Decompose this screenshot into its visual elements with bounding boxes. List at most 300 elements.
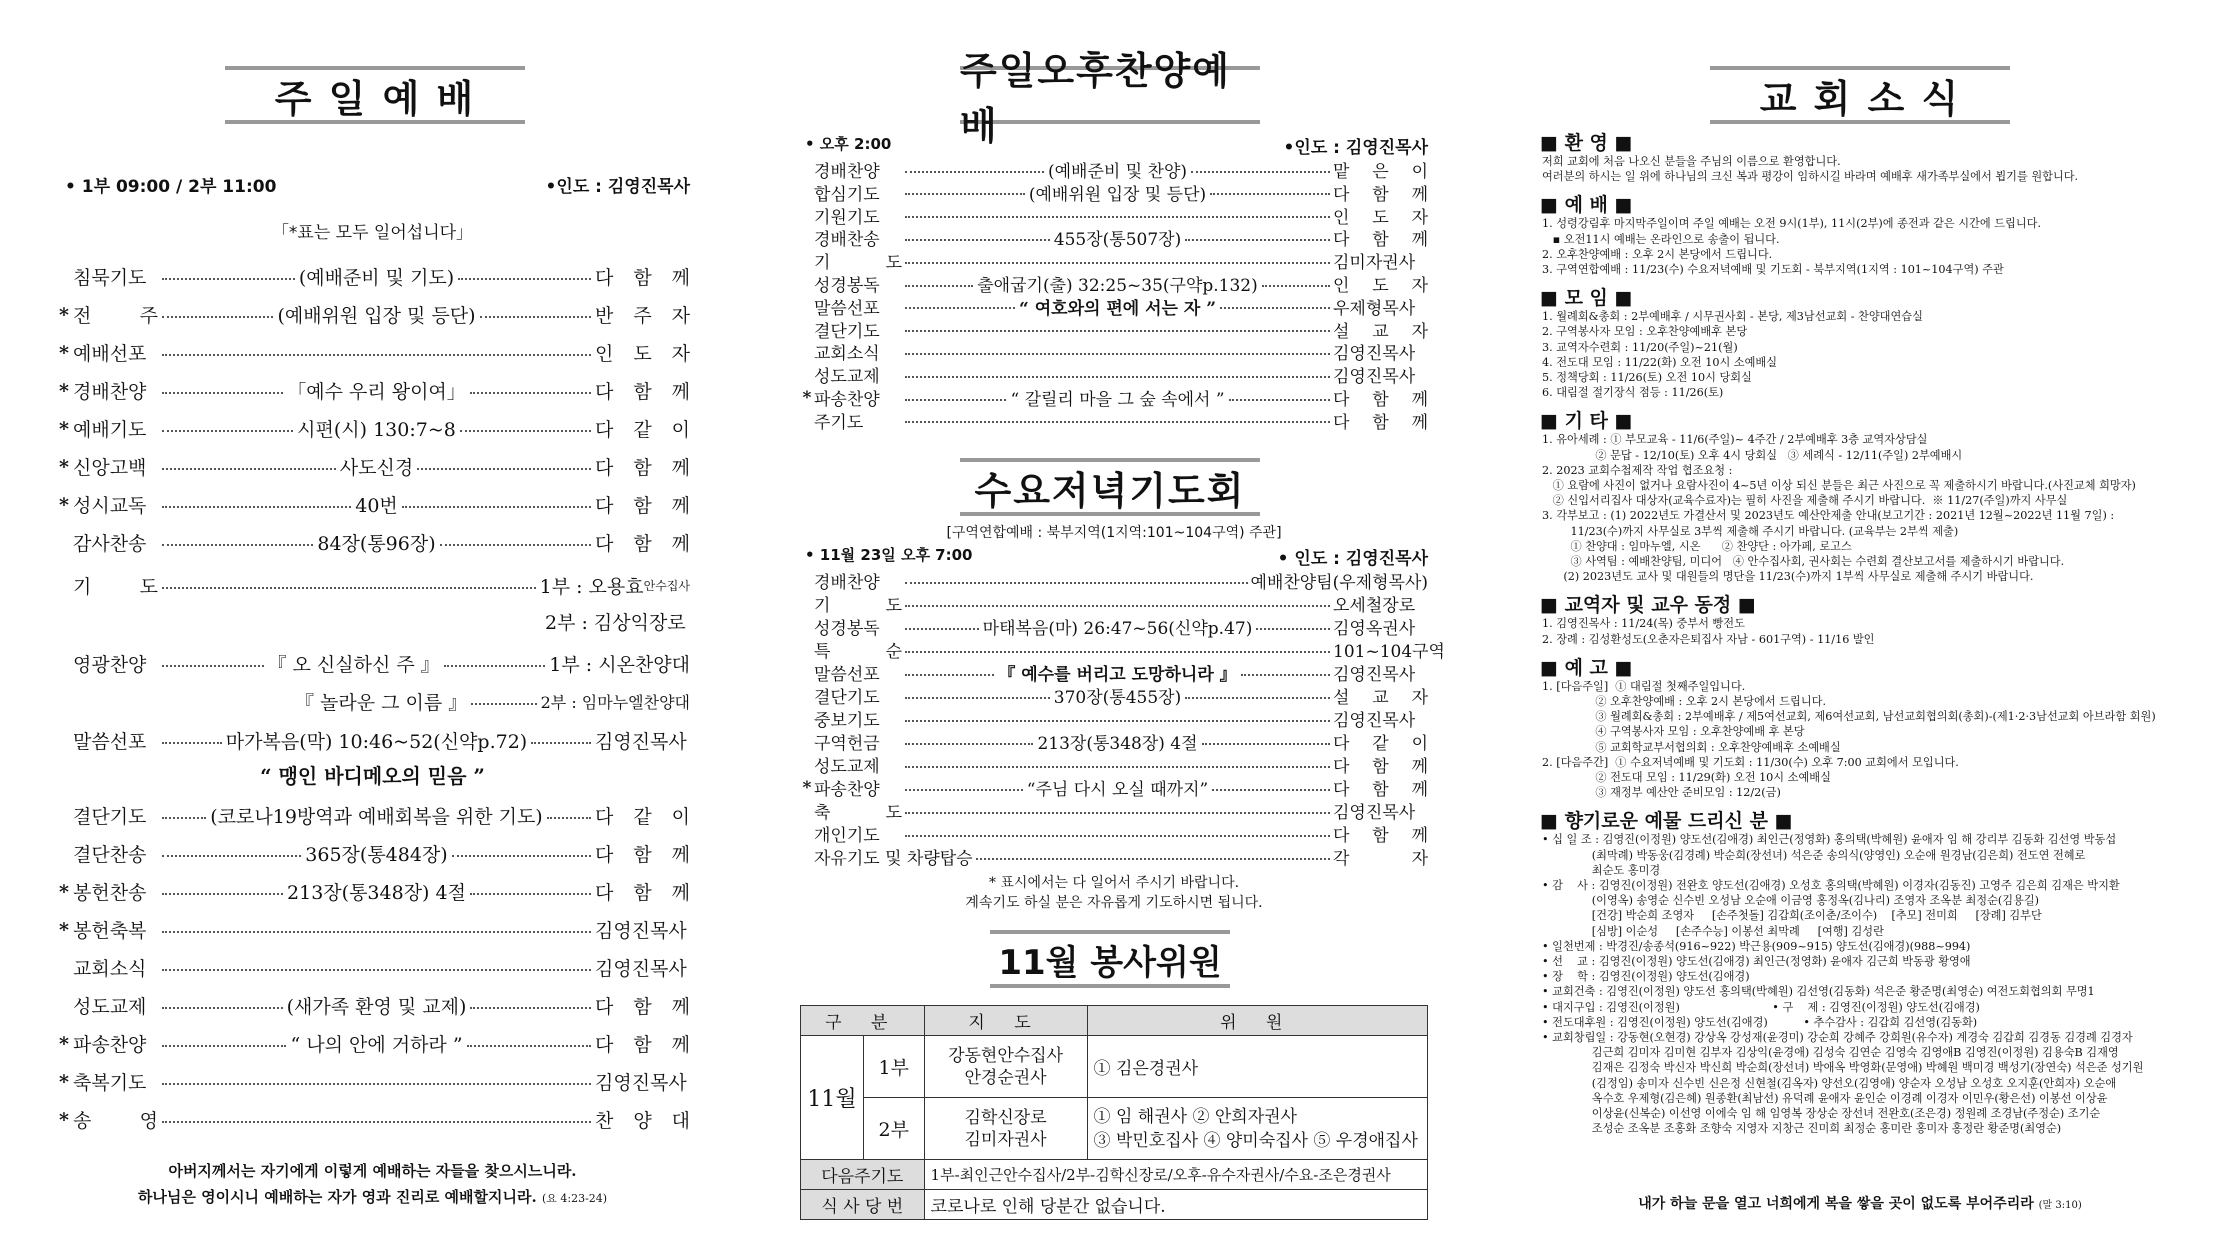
dot-leader — [905, 764, 1330, 766]
order-person: 김영진목사 — [1333, 803, 1416, 823]
order-label: 파송찬양 — [814, 780, 880, 800]
order-label: 축 도 — [814, 803, 902, 823]
news-line: [건강] 박순희 조영자 [손주첫돌] 김갑희(조이춘/조이수) [추모] 전미희 [장례] 김부단 — [1542, 909, 2042, 923]
afternoon-worship-title: 주일오후찬양예배 — [960, 66, 1260, 124]
news-section-heading: ■ 예 고 ■ — [1540, 656, 1633, 679]
news-line: ⑤ 교회학교부서협의회 : 오후찬양예배후 소예배실 — [1542, 740, 1841, 754]
news-section-heading: ■ 교역자 및 교우 동정 ■ — [1540, 594, 1756, 617]
news-line: (최막례) 박동웅(김경례) 박순희(장선녀) 석은준 송의식(양영인) 오순애 원경남(김은희) 전도연 전혜로 — [1542, 848, 2086, 862]
news-line: (김정임) 송미자 신수빈 신은정 신현철(김옥자) 양선오(김영애) 양순자 오성남 오성호 오지훈(안희자) 오순애 — [1542, 1076, 2117, 1090]
order-content: “ 갈릴리 마을 그 숲 속에서 ” — [1010, 390, 1225, 410]
news-line: ② 오후찬양예배 : 오후 2시 본당에서 드립니다. — [1542, 695, 1827, 708]
order-person: 다 함 께 — [595, 495, 690, 517]
dot-leader — [162, 529, 591, 556]
order-row — [800, 362, 1428, 387]
order-content: “ 나의 안에 거하라 ” — [290, 1034, 463, 1056]
news-line: ① 요람에 사진이 없거나 요람사진이 4~5년 이상 되신 분들은 최근 사진으로 꼭 제출하시기 바랍니다.(사진교체 희망자) — [1542, 479, 2136, 492]
order-label: 중보기도 — [814, 711, 880, 731]
order-person: 다 함 께 — [1333, 826, 1428, 846]
news-line: ③ 재정부 예산안 준비모임 : 12/2(금) — [1542, 786, 1781, 800]
dot-leader — [905, 351, 1330, 353]
dot-leader — [162, 802, 591, 829]
member-line: ① 임 해권사 ② 안희자권사 — [1093, 1106, 1297, 1127]
order-person: 예배찬양팀(우제형목사) — [1250, 573, 1428, 593]
order-label: 전 주 — [73, 305, 158, 327]
dot-leader — [162, 301, 591, 328]
news-line: 2. 구역봉사자 모임 : 오후찬양예배후 본당 — [1542, 325, 1748, 339]
order-label: 송 영 — [73, 1110, 158, 1132]
afternoon-worship-column — [800, 0, 1445, 1240]
order-row — [55, 992, 690, 1019]
news-line: 2. [다음주간] ① 수요저녁예배 및 기도회 : 11/30(수) 오후 7:00 교회에서 모입니다. — [1542, 755, 1959, 769]
order-row — [800, 203, 1428, 228]
choir-song-2: 『 놀라운 그 이름 』 — [295, 692, 468, 714]
choir-song-1: 『 오 신실하신 주 』 — [267, 654, 440, 676]
order-row — [55, 301, 690, 328]
order-label: 말씀선포 — [814, 665, 880, 685]
order-label: 성시교독 — [73, 495, 147, 517]
standing-mark: * — [802, 387, 812, 408]
order-row — [55, 263, 690, 290]
order-person: 다 함 께 — [595, 1034, 690, 1056]
dot-leader — [162, 263, 591, 290]
order-person: 김영옥권사 — [1333, 619, 1416, 639]
order-row — [800, 180, 1428, 205]
order-row — [800, 568, 1428, 593]
news-line: (2) 2023년도 교사 및 대원들의 명단을 11/23(수)까지 1부씩 사무실로 제출해 주시기 바랍니다. — [1542, 570, 2034, 584]
order-person: 오세철장로 — [1333, 596, 1416, 616]
order-label: 주기도 — [814, 412, 864, 433]
order-person: 김영진목사 — [1333, 665, 1416, 685]
news-section-heading: ■ 모 임 ■ — [1540, 287, 1633, 310]
order-label: 말씀선포 — [814, 298, 880, 319]
dot-leader — [905, 729, 1330, 754]
sermon-preacher: 김영진목사 — [595, 731, 687, 753]
order-label: 특 순 — [814, 642, 902, 662]
dot-leader — [162, 992, 591, 1019]
order-person: 인 도 자 — [1333, 276, 1428, 296]
news-line: 5. 정책당회 : 11/26(토) 오전 10시 당회실 — [1542, 371, 1752, 384]
order-row — [55, 529, 690, 556]
news-line: • 장 학 : 김영진(이정원) 양도선(김애경) — [1542, 970, 1750, 984]
church-news-column — [1540, 0, 2180, 1240]
order-row — [55, 954, 690, 981]
order-content: 365장(통484장) — [305, 844, 448, 866]
afternoon-worship-time: • 오후 2:00 — [805, 135, 892, 153]
order-label: 기 도 — [814, 596, 902, 616]
order-content: 시편(시) 130:7~8 — [297, 419, 456, 441]
order-person: 다 같 이 — [595, 806, 690, 828]
order-row — [55, 878, 690, 905]
order-row — [55, 1106, 690, 1133]
order-row — [800, 798, 1428, 823]
order-label: 축복기도 — [73, 1072, 147, 1094]
order-label: 파송찬양 — [814, 390, 880, 410]
table-header-leader: 지 도 — [924, 1006, 1087, 1036]
order-person: 다 함 께 — [595, 381, 690, 403]
order-person: 다 함 께 — [1333, 780, 1428, 800]
dot-leader — [905, 718, 1330, 720]
order-row — [800, 157, 1428, 182]
order-label: 개인기도 — [814, 826, 880, 846]
order-person: 다 함 께 — [1333, 412, 1428, 433]
dot-leader — [162, 453, 591, 480]
order-label: 경배찬양 — [814, 162, 880, 182]
order-label: 교회소식 — [814, 344, 880, 365]
order-label: 교회소식 — [73, 958, 147, 980]
news-line: 11/23(수)까지 사무실로 3부씩 제출해 주시기 바랍니다. (교육부는 2부씩 제출) — [1542, 524, 1959, 538]
order-row — [800, 271, 1428, 296]
news-line: 2. 2023 교회수첩제작 작업 협조요청 : — [1542, 463, 1733, 477]
order-label: 성도교제 — [73, 996, 147, 1018]
order-person: 다 같 이 — [595, 419, 690, 441]
news-line: 여러분의 하시는 일 위에 하나님의 크신 복과 평강이 임하시길 바라며 예배후 새가족부실에서 뵙기를 원합니다. — [1542, 170, 2079, 184]
order-content: 84장(통96장) — [317, 533, 436, 555]
order-label: 기원기도 — [814, 207, 880, 228]
news-line: • 선 교 : 김영진(이정원) 양도선(김애경) 최인근(정영화) 윤애자 김근희 박동광 황영애 — [1542, 955, 1971, 968]
order-person: 찬 양 대 — [595, 1110, 690, 1132]
order-content: 『 예수를 버리고 도망하니라 』 — [998, 665, 1237, 685]
order-label: 예배기도 — [73, 419, 147, 441]
news-section-heading: ■ 예 배 ■ — [1540, 194, 1633, 217]
order-row — [800, 385, 1428, 410]
afternoon-worship-leader: •인도 : 김영진목사 — [1283, 138, 1428, 158]
news-section-heading: ■ 기 타 ■ — [1540, 410, 1633, 433]
order-content: 40번 — [355, 495, 398, 517]
leader-name: 김학신장로 — [964, 1107, 1047, 1128]
order-person: 김영진목사 — [1333, 344, 1416, 365]
order-label: 성경봉독 — [814, 276, 880, 296]
order-content: (새가족 환영 및 교제) — [286, 996, 467, 1018]
order-label: 봉헌찬송 — [73, 882, 147, 904]
order-person: 다 함 께 — [595, 267, 690, 289]
volunteers-table — [800, 1005, 1428, 1220]
order-person: 각 자 — [1333, 849, 1428, 869]
standing-mark: * — [59, 379, 69, 402]
next-week-prayer-label: 다음주기도 — [801, 1160, 925, 1190]
member-line: ③ 박민호집사 ④ 양미숙집사 ⑤ 우경애집사 — [1093, 1130, 1418, 1151]
news-line: 이상윤(신복순) 이선영 이에숙 임 해 임영복 장상순 장선녀 전완호(조은경) 정원례 조경남(주정순) 조기순 — [1542, 1107, 2101, 1120]
news-line: ③ 사역팀 : 예배찬양팀, 미디어 ④ 안수집사회, 권사회는 수련회 결산보고서를 제출하시기 바랍니다. — [1542, 555, 2065, 568]
dot-leader — [162, 491, 591, 518]
order-row — [55, 1068, 690, 1095]
news-line: 1. 월례회&총회 : 2부예배후 / 시무권사회 - 본당, 제3남선교회 - 찬양대연습실 — [1542, 310, 1923, 324]
order-label: 경배찬송 — [814, 230, 880, 251]
dot-leader — [905, 180, 1330, 205]
order-row — [55, 916, 690, 943]
table-part-1: 1부 — [864, 1036, 925, 1098]
standing-mark: * — [59, 918, 69, 941]
prayer-first-title: 안수집사 — [643, 579, 690, 593]
news-line: • 교회창립일 : 강동현(오현경) 강상옥 강성재(윤경미) 강순희 강혜주 강희원(유수자) 계경숙 김갑희 김경동 김경례 김경자 — [1542, 1031, 2133, 1044]
table-members-1: ① 김은경권사 — [1087, 1036, 1427, 1098]
news-line: 3. 교역자수련회 : 11/20(주일)~21(월) — [1542, 340, 1738, 354]
standing-mark: * — [59, 303, 69, 326]
table-leaders-1 — [924, 1036, 1087, 1098]
dot-leader — [162, 1081, 591, 1083]
wednesday-subtitle: [구역연합예배 : 북부지역(1지역:101~104구역) 주관] — [946, 525, 1282, 541]
dot-leader — [905, 260, 1330, 262]
news-line: [심방] 이순성 [손주수능] 이봉선 최막례 [여행] 김성란 — [1542, 924, 1884, 938]
dot-leader — [162, 352, 591, 354]
sunday-worship-time: • 1부 09:00 / 2부 11:00 — [65, 177, 277, 197]
order-content: (코로나19방역과 예배회복을 위한 기도) — [210, 806, 543, 828]
order-row — [800, 706, 1428, 731]
next-week-prayer-value: 1부-최인근안수집사/2부-김학신장로/오후-유수자권사/수요-조은경권사 — [924, 1160, 1427, 1190]
order-label: 성도교제 — [814, 367, 880, 388]
sermon-title: “ 맹인 바디메오의 믿음 ” — [260, 764, 485, 788]
dot-leader — [162, 878, 591, 905]
order-label: 말씀선포 — [73, 731, 147, 753]
dot-leader — [162, 377, 591, 404]
table-row — [801, 1190, 1428, 1220]
order-content: 455장(통507장) — [1053, 230, 1182, 251]
volunteers-title: 11월 봉사위원 — [990, 930, 1230, 988]
table-row — [801, 1098, 1428, 1160]
order-row — [55, 377, 690, 404]
order-content: 마태복음(마) 26:47~56(신약p.47) — [982, 619, 1253, 639]
closing-verse-1: 아버지께서는 자기에게 이렇게 예배하는 자들을 찾으시느니라. — [168, 1162, 577, 1180]
news-line: ② 신입서리집사 대상자(교육수료자)는 필히 사진을 제출해 주시기 바랍니다. ※ 11/27(주일)까지 사무실 — [1542, 494, 2068, 508]
order-person: 김미자권사 — [1333, 253, 1416, 274]
news-line: 1. 성령강림후 마지막주일이며 주일 예배는 오전 9시(1부), 11시(2부)에 종전과 같은 시간에 드립니다. — [1542, 217, 2042, 231]
wednesday-time: • 11월 23일 오후 7:00 — [805, 546, 973, 564]
news-line: ② 전도대 모임 : 11/29(화) 오전 10시 소예배실 — [1542, 771, 1831, 784]
order-person: 맡 은 이 — [1333, 162, 1428, 182]
order-row — [800, 294, 1428, 319]
dot-leader — [905, 214, 1330, 216]
order-content: “ 여호와의 편에 서는 자 ” — [1019, 298, 1216, 319]
standing-notice: 「*표는 모두 일어섭니다」 — [271, 223, 474, 243]
dot-leader — [905, 419, 1330, 421]
news-line: 2. 장례 : 김성환성도(오춘자은퇴집사 자남 - 601구역) - 11/16 발인 — [1542, 632, 1875, 646]
table-header-members: 위 원 — [1087, 1006, 1427, 1036]
dot-leader — [905, 775, 1330, 800]
order-person: 다 함 께 — [1333, 390, 1428, 410]
meal-duty-value: 코로나로 인해 당분간 없습니다. — [924, 1190, 1427, 1220]
order-person: 설 교 자 — [1333, 688, 1428, 708]
closing-verse-2-text: 하나님은 영이시니 예배하는 자가 영과 진리로 예배할지니라. — [137, 1188, 537, 1206]
dot-leader — [905, 603, 1330, 605]
news-section-heading: ■ 환 영 ■ — [1540, 132, 1633, 154]
news-line: 1. 김영진목사 : 11/24(목) 중부서 빵전도 — [1542, 617, 1745, 631]
leader-name: 강동현안수집사 — [948, 1045, 1064, 1066]
choir-second: 2부 : 임마누엘찬양대 — [540, 693, 690, 712]
order-label: 결단기도 — [73, 806, 147, 828]
order-label: 결단찬송 — [73, 844, 147, 866]
news-line: • 일천번제 : 박경진/송종석(916~922) 박근용(909~915) 양도선(김애경)(988~994) — [1542, 939, 1971, 953]
news-line: ① 찬양대 : 임마누엘, 시온 ② 찬양단 : 아가페, 로고스 — [1542, 539, 1852, 553]
wednesday-prayer-title: 수요저녁기도회 — [960, 458, 1260, 516]
standing-mark: * — [59, 1070, 69, 1093]
order-row — [800, 821, 1428, 846]
dot-leader — [905, 683, 1330, 708]
order-row — [800, 775, 1428, 800]
order-content: 213장(통348장) 4절 — [1037, 734, 1198, 754]
footer-verse — [1540, 1193, 2180, 1213]
table-month: 11월 — [801, 1036, 864, 1160]
choir-first: 1부 : 시온찬양대 — [549, 654, 690, 676]
sunday-worship-leader: •인도 : 김영진목사 — [545, 177, 690, 197]
dot-leader — [905, 328, 1330, 330]
order-label: 경배찬양 — [73, 381, 147, 403]
order-row — [800, 844, 1428, 869]
order-person: 다 함 께 — [595, 996, 690, 1018]
order-person: 다 함 께 — [1333, 184, 1428, 205]
news-line: • 감 사 : 김영진(이정원) 전완호 양도선(김애경) 오성호 홍의택(박혜원) 이경자(김동진) 고영주 김은희 김재은 박지환 — [1542, 879, 2120, 892]
order-label: 구역헌금 — [814, 734, 880, 754]
order-content: (예배위원 입장 및 등단) — [277, 305, 476, 327]
order-row — [800, 248, 1428, 273]
order-person: 김영진목사 — [1333, 367, 1416, 388]
table-part-2: 2부 — [864, 1098, 925, 1160]
dot-leader — [162, 415, 591, 442]
order-person: 우제형목사 — [1333, 298, 1416, 319]
church-news-title: 교 회 소 식 — [1710, 66, 2010, 124]
order-row — [800, 408, 1428, 433]
order-person: 김영진목사 — [595, 958, 687, 980]
news-line: 3. 각부보고 : (1) 2022년도 가결산서 및 2023년도 예산안제출 안내(보고기간 : 2021년 12월~2022년 11월 7일) : — [1542, 509, 2115, 523]
news-line: 3. 구역연합예배 : 11/23(수) 수요저녁예배 및 기도회 - 북부지역(1지역 : 101~104구역) 주관 — [1542, 263, 2004, 276]
standing-mark: * — [59, 493, 69, 516]
dot-leader — [905, 649, 1330, 651]
order-label: 결단기도 — [814, 321, 880, 342]
footer-verse-text: 내가 하늘 문을 열고 너희에게 복을 쌓을 곳이 없도록 부어주리라 — [1638, 1196, 2034, 1212]
order-person: 다 함 께 — [1333, 230, 1428, 251]
dot-leader — [162, 929, 591, 931]
order-row — [800, 683, 1428, 708]
standing-mark: * — [59, 880, 69, 903]
news-line: ④ 구역봉사자 모임 : 오후찬양예배 후 본당 — [1542, 725, 1805, 739]
order-label: 성경봉독 — [814, 619, 880, 639]
order-row-prayer — [55, 572, 690, 599]
order-content: 370장(통455장) — [1053, 688, 1182, 708]
news-line: 최순도 홍미경 — [1542, 863, 1661, 877]
order-row — [800, 752, 1428, 777]
table-leaders-2 — [924, 1098, 1087, 1160]
order-person: 반 주 자 — [595, 305, 690, 327]
standing-mark: * — [59, 1108, 69, 1131]
order-person: 인 도 자 — [1333, 207, 1428, 228]
dot-leader — [905, 810, 1330, 812]
dot-leader — [905, 294, 1330, 319]
dot-leader — [162, 1119, 591, 1121]
order-person: 다 같 이 — [1333, 734, 1428, 754]
standing-mark: * — [59, 341, 69, 364]
prayer-second-service: 2부 : 김상익장로 — [545, 612, 686, 634]
news-line: 옥수호 우제형(김은혜) 원종환(최남선) 유덕례 윤애자 윤인순 이경례 이경자 이민우(황은선) 이봉선 이상윤 — [1542, 1091, 2108, 1105]
order-row-sermon — [55, 727, 690, 754]
order-row — [55, 491, 690, 518]
dot-leader — [905, 374, 1330, 376]
order-row — [800, 660, 1428, 685]
sunday-worship-title: 주 일 예 배 — [225, 66, 525, 124]
continued-prayer-note: 계속기도 하실 분은 자유롭게 기도하시면 됩니다. — [965, 895, 1263, 911]
order-content: 「예수 우리 왕이여」 — [287, 381, 466, 403]
news-line: • 전도대후원 : 김영진(이정원) 양도선(김애경) • 추수감사 : 김갑희 김선영(김동화) — [1542, 1015, 1978, 1029]
dot-leader — [905, 660, 1330, 685]
sunday-worship-column — [55, 0, 690, 1240]
standing-mark: * — [802, 777, 812, 798]
dot-leader — [905, 157, 1330, 182]
order-person: 101~104구역 — [1333, 642, 1445, 662]
order-label: 예배선포 — [73, 343, 147, 365]
news-line: 1. [다음주일] ① 대림절 첫째주일입니다. — [1542, 679, 1746, 693]
order-row — [800, 225, 1428, 250]
dot-leader — [905, 225, 1330, 250]
closing-verse-ref: (요 4:23-24) — [541, 1192, 608, 1205]
table-row — [801, 1036, 1428, 1098]
news-line: 저희 교회에 처음 나오신 분들을 주님의 이름으로 환영합니다. — [1542, 155, 1841, 168]
news-line: • 교회건축 : 김영진(이정원) 양도선 홍의택(박혜원) 김선영(김동화) 석은준 황준명(최영순) 여전도회협의회 무명1 — [1542, 985, 2095, 999]
order-person: 다 함 께 — [1333, 757, 1428, 777]
order-label: 침묵기도 — [73, 267, 147, 289]
news-line: 4. 전도대 모임 : 11/22(화) 오전 10시 소예배실 — [1542, 355, 1778, 369]
order-label: 기 도 — [814, 253, 902, 274]
order-row — [800, 317, 1428, 342]
order-person: 다 함 께 — [595, 457, 690, 479]
dot-leader — [162, 1030, 591, 1057]
order-row — [800, 637, 1445, 662]
dot-leader — [905, 271, 1330, 296]
dot-leader — [905, 385, 1330, 410]
order-row — [55, 802, 690, 829]
order-label: 감사찬송 — [73, 533, 147, 555]
order-row — [55, 840, 690, 867]
news-line: 2. 오후찬양예배 : 오후 2시 본당에서 드립니다. — [1542, 247, 1773, 261]
order-row — [800, 614, 1428, 639]
order-content: (예배위원 입장 및 등단) — [1028, 184, 1207, 205]
news-section-heading: ■ 향기로운 예물 드리신 분 ■ — [1540, 810, 1793, 833]
closing-verse-2 — [55, 1186, 690, 1207]
news-line: • 대지구입 : 김영진(이정원) • 구 제 : 김영진(이정원) 양도선(김애경) — [1542, 1000, 1980, 1014]
order-row — [55, 1030, 690, 1057]
news-line: 조성순 조옥분 조홍화 조향숙 지영자 지창근 진미희 최정순 홍미란 홍미자 홍정란 황준명(최영순) — [1542, 1122, 2062, 1136]
order-content: “주님 다시 오실 때까지” — [1026, 780, 1209, 800]
order-person: 김영진목사 — [595, 920, 687, 942]
order-person: 다 함 께 — [595, 844, 690, 866]
news-line: ② 문답 - 12/10(토) 오후 4시 당회실 ③ 세례식 - 12/11(주일) 2부예배시 — [1542, 448, 1963, 462]
standing-mark: * — [59, 417, 69, 440]
order-person: 다 함 께 — [595, 882, 690, 904]
news-line: 6. 대림절 절기장식 점등 : 11/26(토) — [1542, 386, 1724, 400]
order-row — [55, 453, 690, 480]
order-label: 자유기도 및 차량탑승 — [814, 849, 973, 869]
order-row-choir-2 — [295, 688, 690, 715]
order-person: 김영진목사 — [595, 1072, 687, 1094]
order-label: 기 도 — [73, 576, 158, 598]
dot-leader — [162, 840, 591, 867]
leader-name: 김미자권사 — [964, 1129, 1047, 1150]
order-label: 성도교제 — [814, 757, 880, 777]
news-line: 1. 유아세례 : ① 부모교육 - 11/6(주일)~ 4주간 / 2부예배후 3층 교역자상담실 — [1542, 433, 1928, 447]
order-content: (예배준비 및 기도) — [298, 267, 455, 289]
order-label: 경배찬양 — [814, 573, 880, 593]
standing-note: * 표시에서는 다 일어서 주시기 바랍니다. — [988, 875, 1240, 891]
standing-mark: * — [59, 455, 69, 478]
order-label: 합심기도 — [814, 184, 880, 205]
order-label: 봉헌축복 — [73, 920, 147, 942]
order-content: 출애굽기(출) 32:25~35(구약p.132) — [977, 276, 1258, 296]
table-row — [801, 1160, 1428, 1190]
order-label: 파송찬양 — [73, 1034, 147, 1056]
news-line: 김재은 김정숙 박신자 박신희 박순희(장선녀) 박애옥 박영화(문영애) 박혜원 백미경 백성기(장연숙) 석은준 성기원 — [1542, 1061, 2144, 1075]
table-header-division: 구 분 — [801, 1006, 925, 1036]
order-row — [800, 591, 1428, 616]
news-line: • 십 일 조 : 김영진(이정원) 양도선(김애경) 최인근(정영화) 홍의택(박혜원) 윤애자 임 해 강리부 김동화 김선영 박동섭 — [1542, 833, 2117, 847]
order-person: 인 도 자 — [595, 343, 690, 365]
order-person: 설 교 자 — [1333, 321, 1428, 342]
